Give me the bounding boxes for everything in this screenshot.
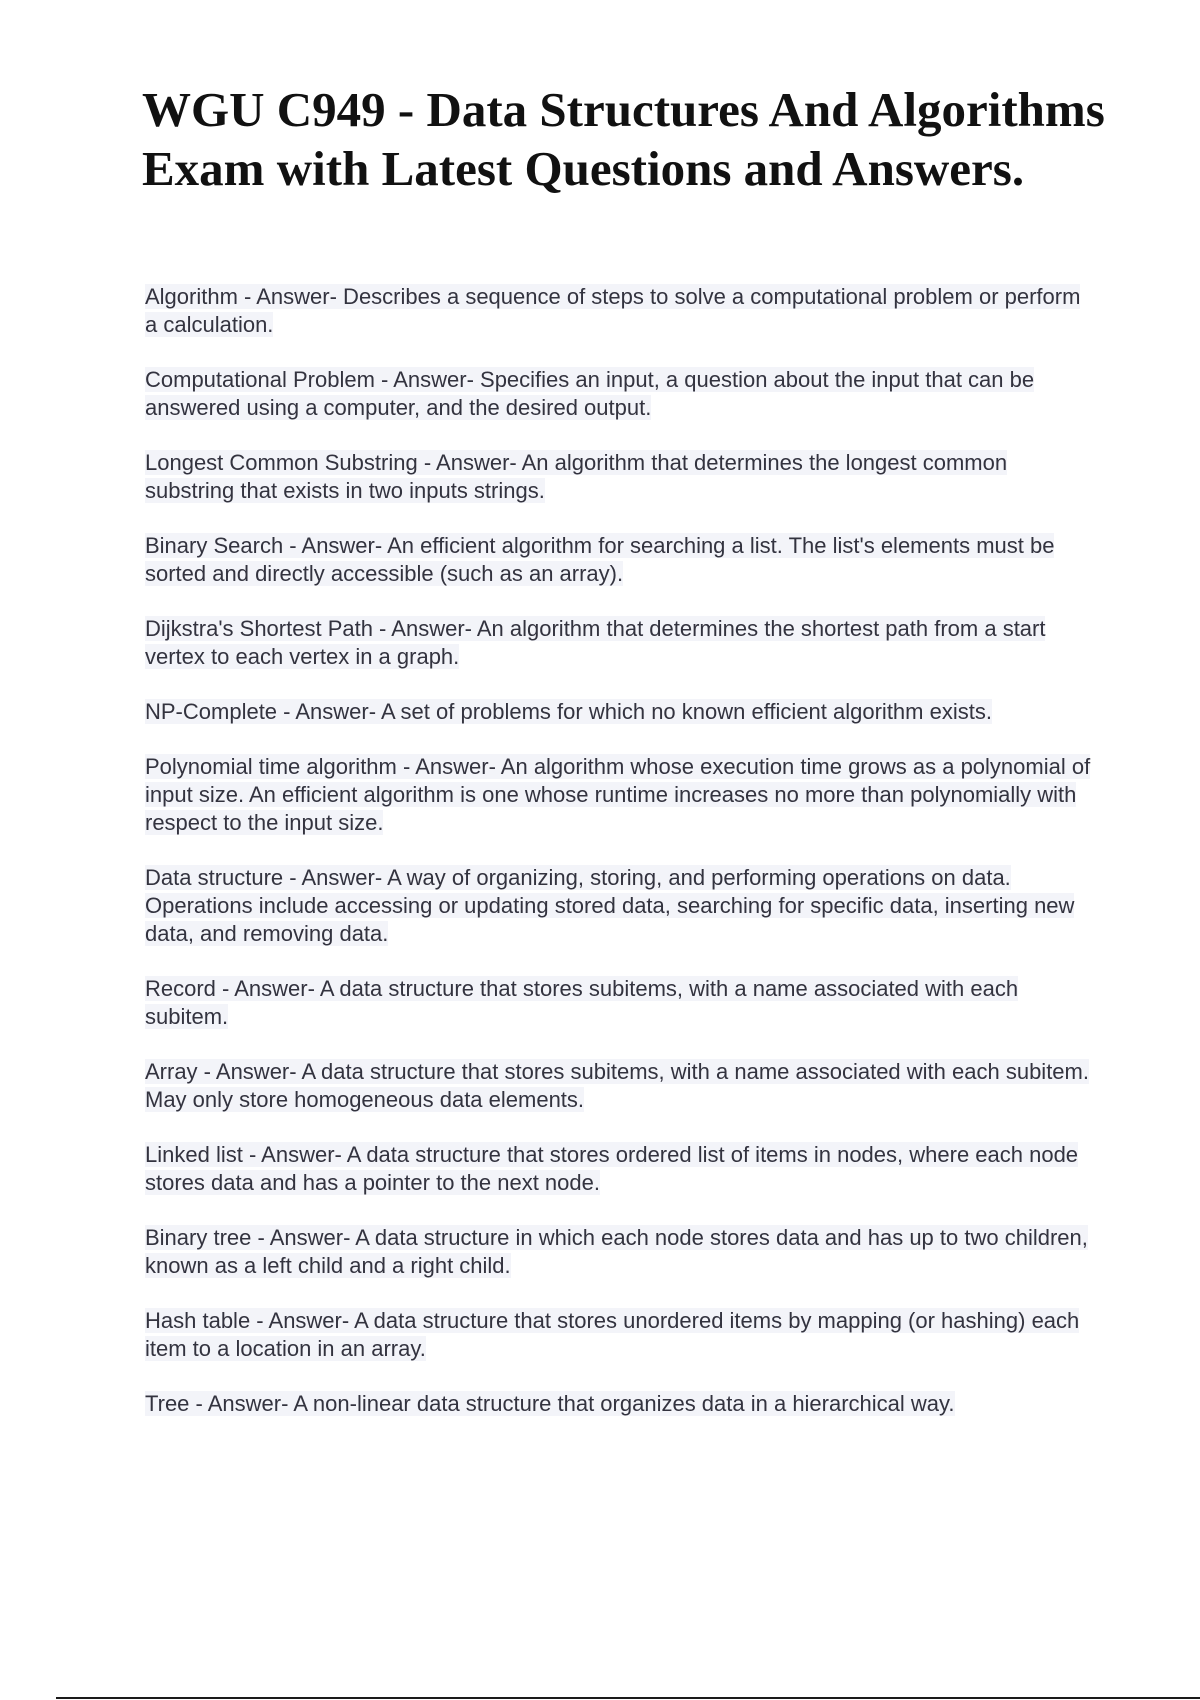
qa-item bbox=[145, 532, 1095, 588]
qa-item bbox=[145, 1141, 1095, 1197]
qa-item bbox=[145, 698, 1095, 726]
qa-text: Array - Answer- A data structure that stores subitems, with a name associated with each subitem. May only store homogeneous data elements. bbox=[145, 1059, 1089, 1112]
qa-text: NP-Complete - Answer- A set of problems for which no known efficient algorithm exists. bbox=[145, 699, 992, 724]
qa-item bbox=[145, 753, 1095, 837]
qa-item bbox=[145, 1390, 1095, 1418]
qa-item bbox=[145, 1224, 1095, 1280]
qa-text: Longest Common Substring - Answer- An algorithm that determines the longest common substring that exists in two inputs strings. bbox=[145, 450, 1008, 503]
qa-text: Algorithm - Answer- Describes a sequence of steps to solve a computational problem or perform a calculation. bbox=[145, 284, 1081, 337]
qa-item bbox=[145, 975, 1095, 1031]
qa-text: Record - Answer- A data structure that stores subitems, with a name associated with each subitem. bbox=[145, 976, 1019, 1029]
qa-text: Polynomial time algorithm - Answer- An algorithm whose execution time grows as a polynomial of input size. An efficient algorithm is one whose runtime increases no more than polynomially with respect to the input size. bbox=[145, 754, 1091, 835]
qa-text: Binary tree - Answer- A data structure in which each node stores data and has up to two children, known as a left child and a right child. bbox=[145, 1225, 1088, 1278]
qa-text: Tree - Answer- A non-linear data structure that organizes data in a hierarchical way. bbox=[145, 1391, 955, 1416]
qa-list bbox=[145, 283, 1095, 1445]
page-bottom-rule bbox=[56, 1697, 1200, 1699]
qa-text: Linked list - Answer- A data structure that stores ordered list of items in nodes, where each node stores data and has a pointer to the next node. bbox=[145, 1142, 1079, 1195]
qa-item bbox=[145, 864, 1095, 948]
qa-text: Computational Problem - Answer- Specifies an input, a question about the input that can be answered using a computer, and the desired output. bbox=[145, 367, 1035, 420]
qa-item bbox=[145, 1058, 1095, 1114]
qa-item bbox=[145, 283, 1095, 339]
qa-text: Data structure - Answer- A way of organizing, storing, and performing operations on data. Operations include accessing or updating stored data, searching for specific data, inserting new data, and removing data. bbox=[145, 865, 1075, 946]
document-title: WGU C949 - Data Structures And Algorithms Exam with Latest Questions and Answers. bbox=[142, 82, 1105, 196]
qa-item bbox=[145, 366, 1095, 422]
qa-text: Hash table - Answer- A data structure that stores unordered items by mapping (or hashing) each item to a location in an array. bbox=[145, 1308, 1080, 1361]
qa-text: Dijkstra's Shortest Path - Answer- An algorithm that determines the shortest path from a start vertex to each vertex in a graph. bbox=[145, 616, 1046, 669]
qa-item bbox=[145, 449, 1095, 505]
qa-item bbox=[145, 615, 1095, 671]
qa-item bbox=[145, 1307, 1095, 1363]
qa-text: Binary Search - Answer- An efficient algorithm for searching a list. The list's elements must be sorted and directly accessible (such as an array). bbox=[145, 533, 1055, 586]
